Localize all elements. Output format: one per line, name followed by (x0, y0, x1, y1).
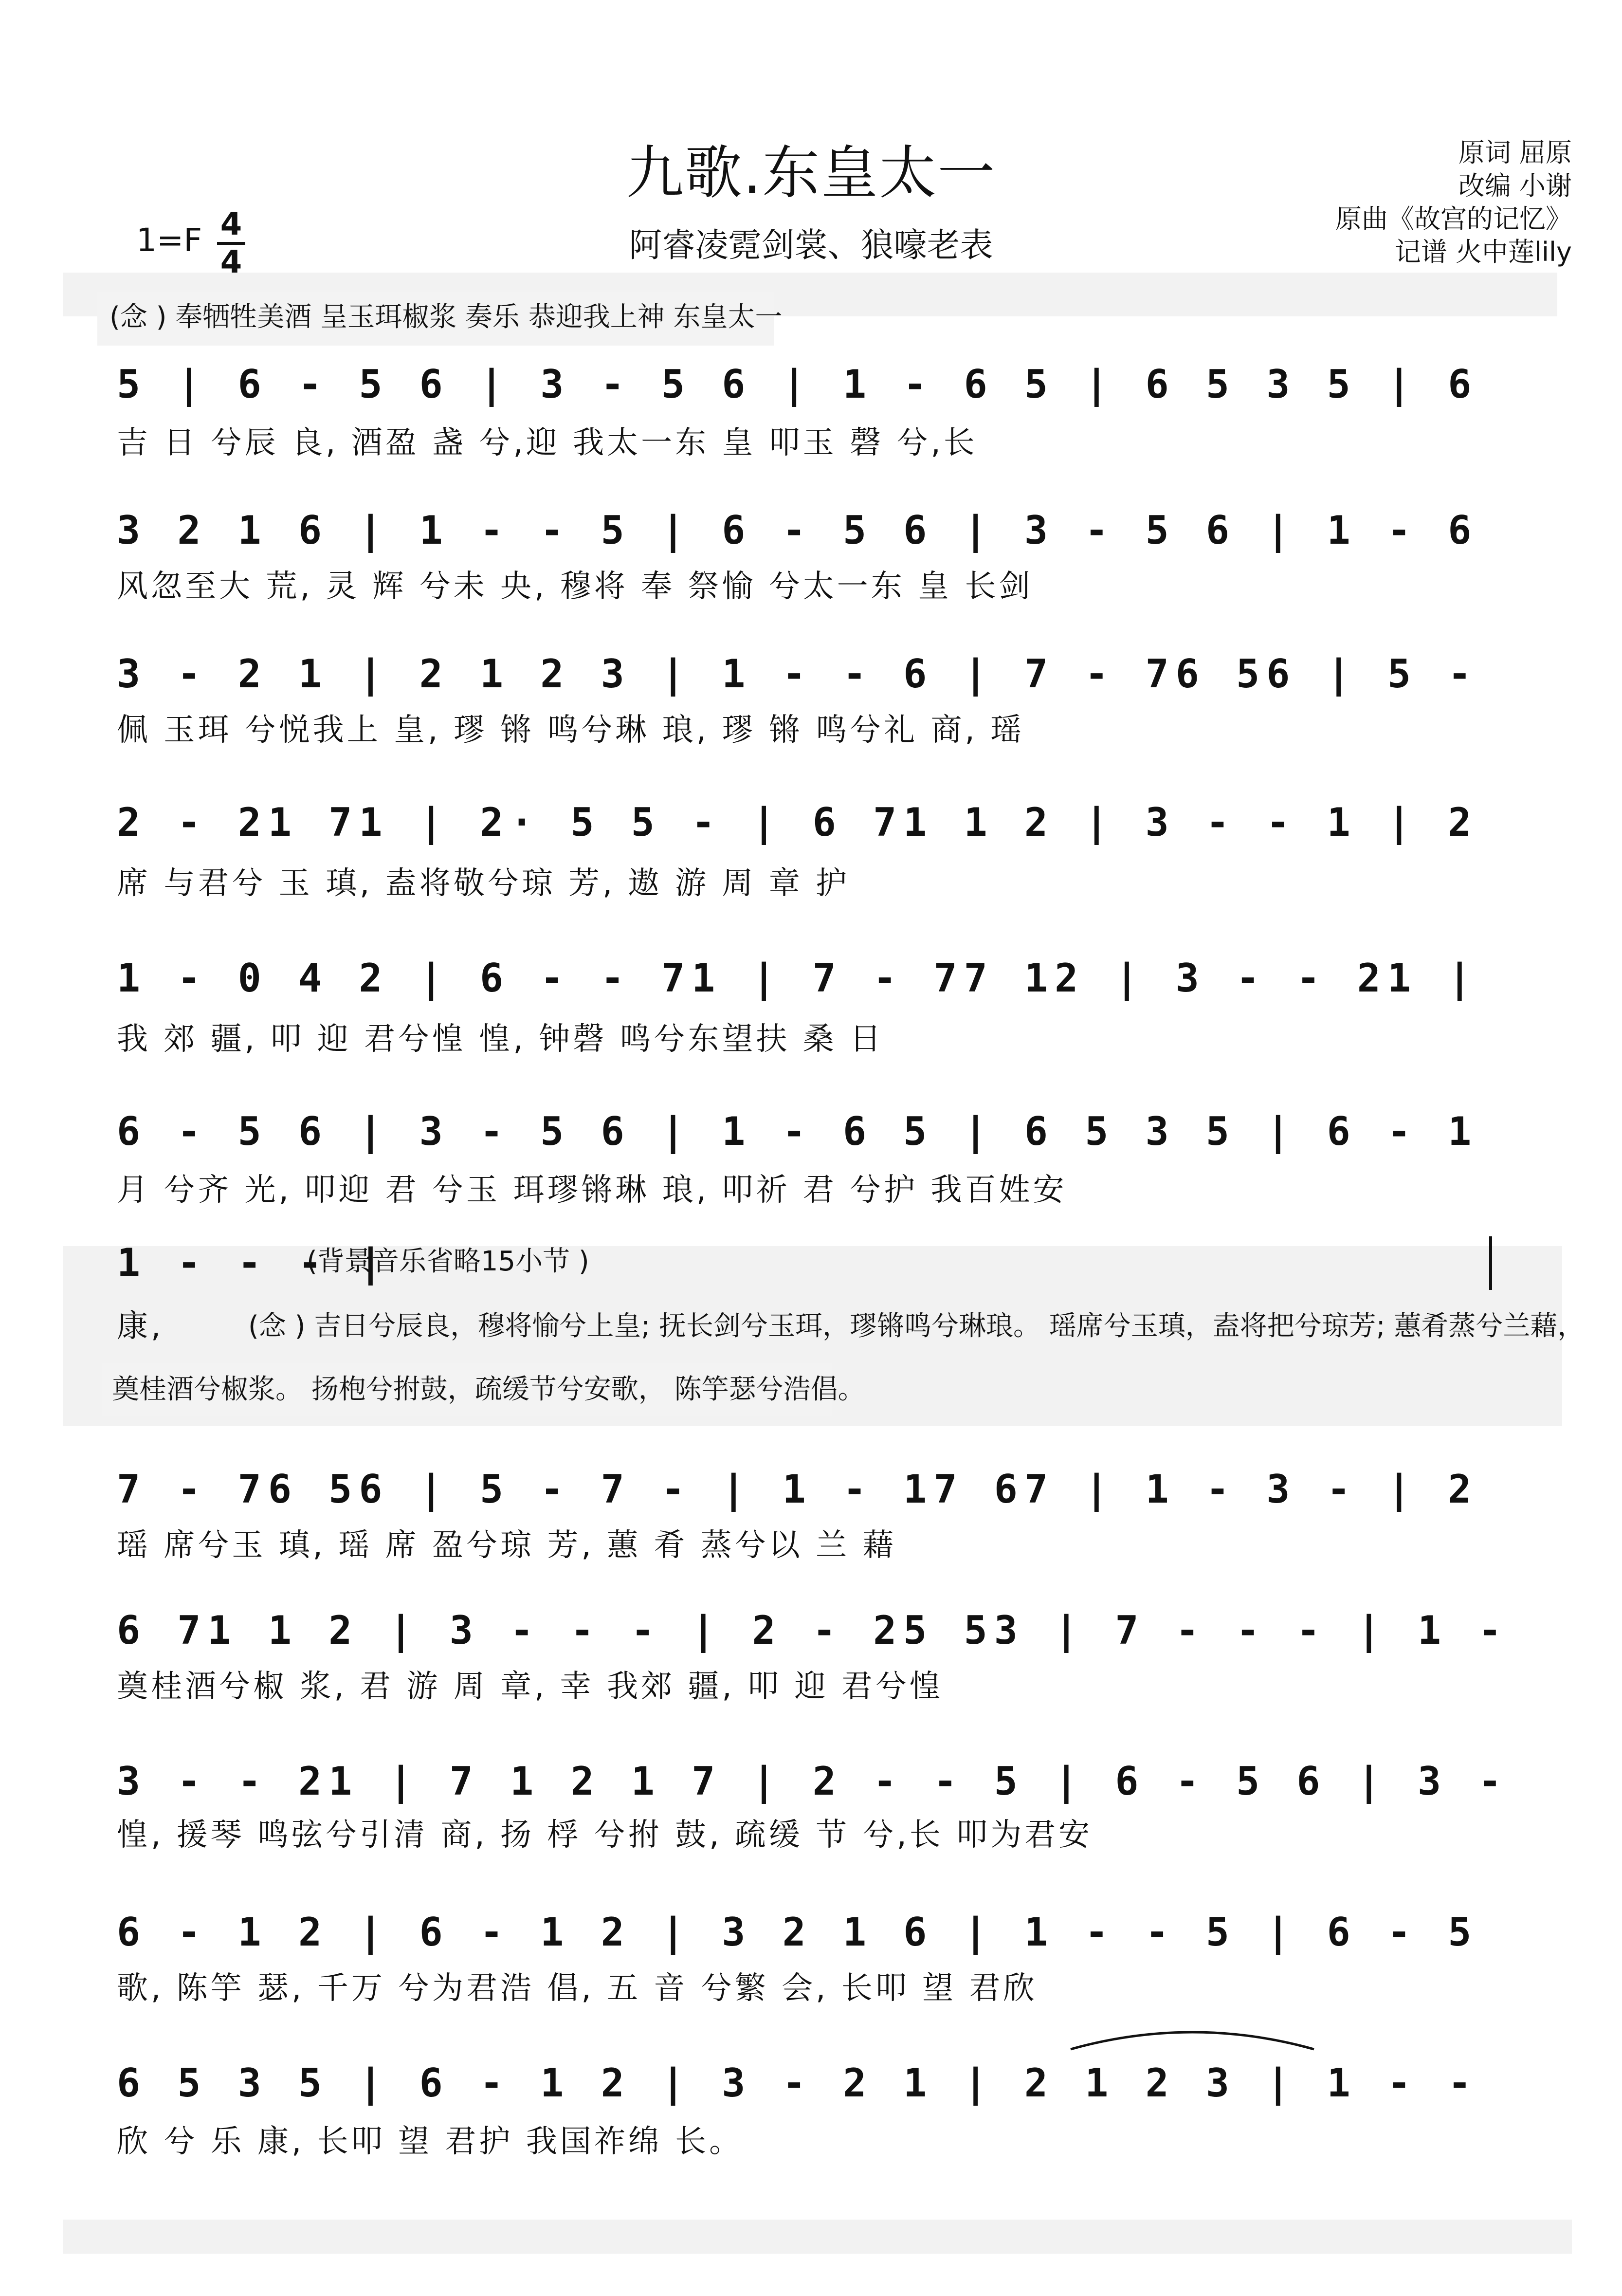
lyrics-line-9: 奠桂酒兮椒 浆, 君 游 周 章, 幸 我郊 疆, 叩 迎 君兮惶 (117, 1669, 944, 1705)
mid-recitation-line-2: 奠桂酒兮椒浆。 扬枹兮拊鼓，疏缓节兮安歌， 陈竽瑟兮浩倡。 (112, 1374, 865, 1405)
lyrics-line-10: 惶, 援琴 鸣弦兮引清 商, 扬 桴 兮拊 鼓, 疏缓 节 兮,长 叩为君安 (117, 1817, 1093, 1853)
music-line-1: 5 | 6 - 5 6 | 3 - 5 6 | 1 - 6 5 | 6 5 3 5 | 6 (117, 362, 1478, 407)
lyrics-line-8: 瑶 席兮玉 瑱, 瑶 席 盈兮琼 芳, 蕙 肴 蒸兮以 兰 藉 (117, 1527, 897, 1563)
music-line-4: 2 - 21 71 | 2· 5 5 - | 6 71 1 2 | 3 - - 1 | 2 (117, 800, 1478, 845)
time-signature (214, 207, 248, 280)
music-line-6: 6 - 5 6 | 3 - 5 6 | 1 - 6 5 | 6 5 3 5 | 6 - 1 (117, 1109, 1478, 1154)
time-top: 4 (220, 206, 242, 242)
credit-original-tune: 原曲《故宫的记忆》 (1335, 203, 1572, 234)
music-line-5: 1 - 0 4 2 | 6 - - 71 | 7 - 77 12 | 3 - - 21 | (117, 955, 1478, 1001)
lyrics-line-12: 欣 兮 乐 康, 长叩 望 君护 我国祚绵 长。 (117, 2124, 744, 2160)
music-line-10: 3 - - 21 | 7 1 2 1 7 | 2 - - 5 | 6 - 5 6 | 3 - (117, 1759, 1509, 1804)
music-line-8: 7 - 76 56 | 5 - 7 - | 1 - 17 67 | 1 - 3 - | 2 (117, 1467, 1478, 1512)
credit-arranger: 改编 小谢 (1458, 170, 1572, 201)
performers: 阿睿凌霓剑裳、狼嚎老表 (629, 226, 993, 265)
bgm-note: (背景音乐省略15小节 ) (307, 1246, 589, 1277)
lyrics-line-2: 风忽至大 荒, 灵 辉 兮未 央, 穆将 奉 祭愉 兮太一东 皇 长剑 (117, 569, 1033, 605)
music-line-7: 1 - - - | (117, 1240, 389, 1286)
mid-recitation-line-1: (念 ) 吉日兮辰良，穆将愉兮上皇; 抚长剑兮玉珥，璆锵鸣兮琳琅。 瑶席兮玉瑱，盍将把兮琼芳; 蕙肴蒸兮兰藉， (248, 1310, 1585, 1342)
music-line-3: 3 - 2 1 | 2 1 2 3 | 1 - - 6 | 7 - 76 56 | 5 - (117, 651, 1478, 697)
intro-recitation: (念 ) 奉牺牲美酒 呈玉珥椒浆 奏乐 恭迎我上神 东皇太一 (109, 301, 783, 333)
tie-arc-final (1066, 2015, 1319, 2054)
lyrics-line-1: 吉 日 兮辰 良, 酒盈 盏 兮,迎 我太一东 皇 叩玉 磬 兮,长 (117, 425, 978, 461)
music-line-11: 6 - 1 2 | 6 - 1 2 | 3 2 1 6 | 1 - - 5 | 6 - 5 (117, 1910, 1478, 1955)
credit-lyricist: 原词 屈原 (1458, 137, 1572, 168)
lyrics-line-4: 席 与君兮 玉 瑱, 盍将敬兮琼 芳, 遨 游 周 章 护 (117, 865, 850, 901)
credit-transcriber: 记谱 火中莲lily (1394, 237, 1572, 267)
music-line-2: 3 2 1 6 | 1 - - 5 | 6 - 5 6 | 3 - 5 6 | 1 - 6 (117, 508, 1478, 553)
page-panel-bottom (63, 2220, 1572, 2254)
lyrics-line-11: 歌, 陈竽 瑟, 千万 兮为君浩 倡, 五 音 兮繁 会, 长叩 望 君欣 (117, 1970, 1038, 2006)
lyrics-line-3: 佩 玉珥 兮悦我上 皇, 璆 锵 鸣兮琳 琅, 璆 锵 鸣兮礼 商, 瑶 (117, 712, 1025, 748)
lyrics-line-6: 月 兮齐 光, 叩迎 君 兮玉 珥璆锵琳 琅, 叩祈 君 兮护 我百姓安 (117, 1172, 1067, 1208)
credits-block (1260, 136, 1572, 269)
time-bottom: 4 (220, 244, 242, 280)
music-line-12: 6 5 3 5 | 6 - 1 2 | 3 - 2 1 | 2 1 2 3 | 1 - - (117, 2060, 1478, 2106)
music-line-9: 6 71 1 2 | 3 - - - | 2 - 25 53 | 7 - - - | 1 - (117, 1608, 1509, 1653)
lyrics-line-5: 我 郊 疆, 叩 迎 君兮惶 惶, 钟磬 鸣兮东望扶 桑 日 (117, 1021, 884, 1057)
barline-end-7 (1489, 1236, 1492, 1290)
song-title: 九歌.东皇太一 (626, 139, 996, 206)
key-signature: 1=F (136, 221, 202, 259)
lyrics-line-7: 康, (117, 1308, 164, 1344)
